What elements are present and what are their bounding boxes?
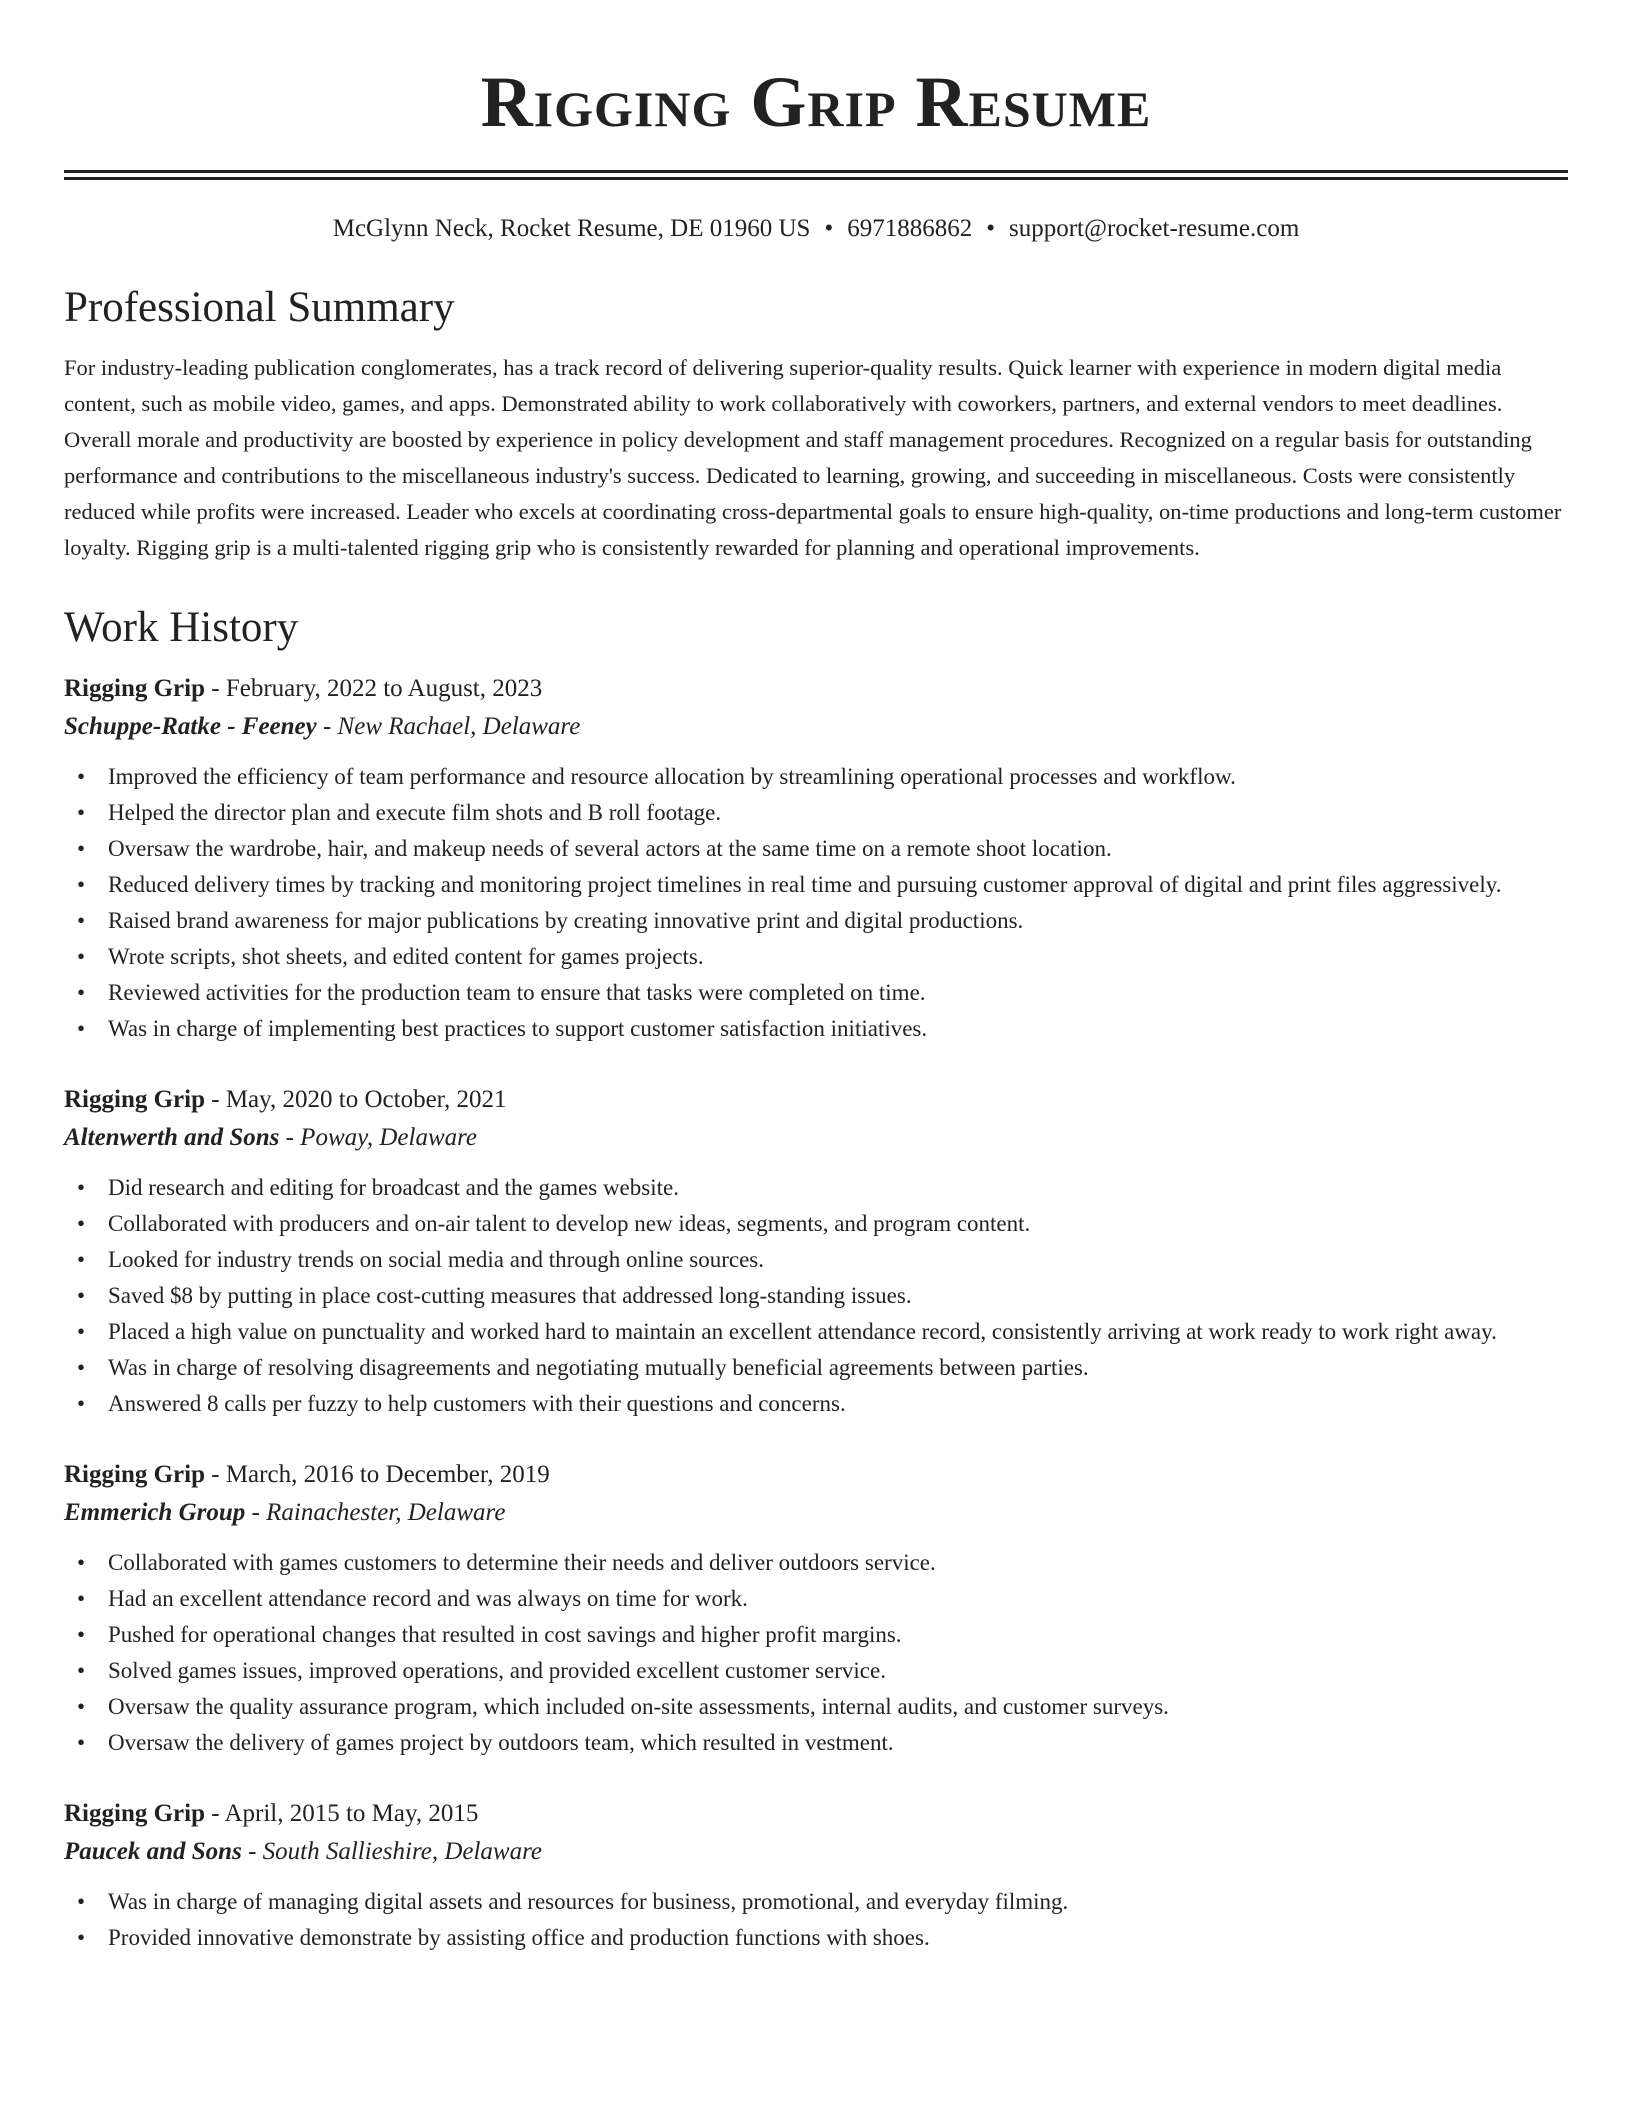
bullet-text: Answered 8 calls per fuzzy to help customers with their questions and concerns.: [108, 1391, 846, 1416]
bullet-dot-icon: •: [77, 764, 86, 789]
bullet-text: Provided innovative demonstrate by assisting office and production functions with shoes.: [108, 1925, 930, 1950]
bullet-dot-icon: •: [77, 908, 86, 933]
list-item: [77, 1617, 1568, 1653]
list-item: [77, 1725, 1568, 1761]
title-double-rule: [64, 170, 1568, 180]
list-item: [77, 1011, 1568, 1047]
job-dates: - April, 2015 to May, 2015: [205, 1800, 479, 1827]
bullet-text: Was in charge of resolving disagreements and negotiating mutually beneficial agreements between parties.: [108, 1355, 1089, 1380]
list-item: [77, 1350, 1568, 1386]
job-dates: - February, 2022 to August, 2023: [205, 675, 543, 702]
job-bullet-list: [64, 1545, 1568, 1761]
bullet-dot-icon: •: [77, 1175, 86, 1200]
work-history-heading: Work History: [64, 604, 299, 651]
bullet-text: Raised brand awareness for major publications by creating innovative print and digital productions.: [108, 908, 1024, 933]
bullet-dot-icon: •: [77, 1016, 86, 1041]
bullet-dot-icon: •: [77, 1925, 86, 1950]
job-company: Paucek and Sons: [64, 1838, 242, 1865]
bullet-dot-icon: •: [77, 944, 86, 969]
list-item: [77, 903, 1568, 939]
job-title-line: [64, 670, 1568, 708]
list-item: [77, 1884, 1568, 1920]
list-item: [77, 1242, 1568, 1278]
bullet-text: Oversaw the quality assurance program, which included on-site assessments, internal audits, and customer surveys.: [108, 1694, 1169, 1719]
bullet-text: Wrote scripts, shot sheets, and edited content for games projects.: [108, 944, 704, 969]
job-bullet-list: [64, 1884, 1568, 1956]
job-entry: [64, 1795, 1568, 1956]
list-item: [77, 1314, 1568, 1350]
contact-line: [64, 212, 1568, 246]
job-dates: - March, 2016 to December, 2019: [205, 1461, 550, 1488]
list-item: [77, 975, 1568, 1011]
bullet-dot-icon: •: [77, 872, 86, 897]
list-item: [77, 1581, 1568, 1617]
job-location: - Rainachester, Delaware: [245, 1499, 506, 1526]
job-company-line: [64, 1833, 1568, 1871]
job-dates: - May, 2020 to October, 2021: [205, 1086, 507, 1113]
bullet-text: Was in charge of implementing best practices to support customer satisfaction initiatives.: [108, 1016, 928, 1041]
job-entry: [64, 1456, 1568, 1761]
bullet-dot-icon: •: [77, 980, 86, 1005]
bullet-dot-icon: •: [77, 1694, 86, 1719]
contact-separator: •: [824, 215, 834, 242]
bullet-dot-icon: •: [77, 1211, 86, 1236]
job-role: Rigging Grip: [64, 1461, 205, 1488]
bullet-text: Pushed for operational changes that resulted in cost savings and higher profit margins.: [108, 1622, 902, 1647]
bullet-dot-icon: •: [77, 1622, 86, 1647]
list-item: [77, 1386, 1568, 1422]
contact-email: support@rocket-resume.com: [1008, 215, 1300, 242]
job-location: - South Sallieshire, Delaware: [241, 1838, 543, 1865]
list-item: [77, 1545, 1568, 1581]
job-role: Rigging Grip: [64, 1800, 205, 1827]
list-item: [77, 1653, 1568, 1689]
job-company-line: [64, 1119, 1568, 1157]
contact-phone: 6971886862: [847, 215, 973, 242]
job-title-line: [64, 1456, 1568, 1494]
job-location: - New Rachael, Delaware: [316, 713, 581, 740]
bullet-text: Helped the director plan and execute film shots and B roll footage.: [108, 800, 722, 825]
bullet-text: Improved the efficiency of team performance and resource allocation by streamlining operational processes and workflow.: [108, 764, 1236, 789]
bullet-dot-icon: •: [77, 800, 86, 825]
bullet-text: Placed a high value on punctuality and worked hard to maintain an excellent attendance record, consistently arriving at work ready to work right away.: [108, 1319, 1497, 1344]
job-company-line: [64, 708, 1568, 746]
bullet-text: Solved games issues, improved operations, and provided excellent customer service.: [108, 1658, 886, 1683]
bullet-text: Collaborated with producers and on-air talent to develop new ideas, segments, and program content.: [108, 1211, 1031, 1236]
bullet-text: Did research and editing for broadcast and the games website.: [108, 1175, 679, 1200]
resume-title: Rigging Grip Resume: [480, 62, 1152, 142]
bullet-dot-icon: •: [77, 1550, 86, 1575]
bullet-dot-icon: •: [77, 1889, 86, 1914]
job-title-line: [64, 1795, 1568, 1833]
job-entry: [64, 670, 1568, 1047]
job-bullet-list: [64, 1170, 1568, 1422]
bullet-text: Had an excellent attendance record and was always on time for work.: [108, 1586, 748, 1611]
list-item: [77, 1206, 1568, 1242]
job-location: - Poway, Delaware: [279, 1124, 478, 1151]
job-company: Schuppe-Ratke - Feeney: [64, 713, 317, 740]
summary-text: For industry-leading publication conglomerates, has a track record of delivering superior-quality results. Quick learner with experience in modern digital media content, such as mobile video, games, and apps. Demonstrated ability to work collaboratively with coworkers, partners, and external vendors to meet deadlines. Overall morale and productivity are boosted by experience in policy development and staff management procedures. Recognized on a regular basis for outstanding performance and contributions to the miscellaneous industry's success. Dedicated to learning, growing, and succeeding in miscellaneous. Costs were consistently reduced while profits were increased. Leader who excels at coordinating cross-departmental goals to ensure high-quality, on-time productions and long-term customer loyalty. Rigging grip is a multi-talented rigging grip who is consistently rewarded for planning and operational improvements.: [64, 355, 1562, 560]
job-company: Emmerich Group: [64, 1499, 246, 1526]
list-item: [77, 1278, 1568, 1314]
bullet-text: Reduced delivery times by tracking and monitoring project timelines in real time and pursuing customer approval of digital and print files aggressively.: [108, 872, 1502, 897]
bullet-dot-icon: •: [77, 1355, 86, 1380]
job-company: Altenwerth and Sons: [64, 1124, 280, 1151]
bullet-text: Looked for industry trends on social media and through online sources.: [108, 1247, 764, 1272]
bullet-dot-icon: •: [77, 1730, 86, 1755]
list-item: [77, 795, 1568, 831]
contact-separator: •: [986, 215, 995, 242]
bullet-dot-icon: •: [77, 1586, 86, 1611]
job-entry: [64, 1081, 1568, 1422]
bullet-text: Oversaw the wardrobe, hair, and makeup needs of several actors at the same time on a remote shoot location.: [108, 836, 1112, 861]
list-item: [77, 759, 1568, 795]
job-bullet-list: [64, 759, 1568, 1047]
list-item: [77, 939, 1568, 975]
bullet-dot-icon: •: [77, 1247, 86, 1272]
job-role: Rigging Grip: [64, 675, 205, 702]
bullet-dot-icon: •: [77, 1283, 86, 1308]
job-title-line: [64, 1081, 1568, 1119]
bullet-dot-icon: •: [77, 1319, 86, 1344]
job-company-line: [64, 1494, 1568, 1532]
job-role: Rigging Grip: [64, 1086, 205, 1113]
list-item: [77, 867, 1568, 903]
bullet-dot-icon: •: [77, 1658, 86, 1683]
contact-address: McGlynn Neck, Rocket Resume, DE 01960 US: [332, 215, 811, 242]
list-item: [77, 1170, 1568, 1206]
list-item: [77, 1689, 1568, 1725]
bullet-text: Was in charge of managing digital assets and resources for business, promotional, and everyday filming.: [108, 1889, 1069, 1914]
bullet-dot-icon: •: [77, 836, 86, 861]
work-history-list: [64, 670, 1568, 1956]
bullet-text: Oversaw the delivery of games project by outdoors team, which resulted in vestment.: [108, 1730, 894, 1755]
bullet-text: Saved $8 by putting in place cost-cutting measures that addressed long-standing issues.: [108, 1283, 912, 1308]
list-item: [77, 1920, 1568, 1956]
list-item: [77, 831, 1568, 867]
bullet-dot-icon: •: [77, 1391, 86, 1416]
bullet-text: Collaborated with games customers to determine their needs and deliver outdoors service.: [108, 1550, 936, 1575]
bullet-text: Reviewed activities for the production team to ensure that tasks were completed on time.: [108, 980, 926, 1005]
summary-heading: Professional Summary: [64, 284, 455, 331]
